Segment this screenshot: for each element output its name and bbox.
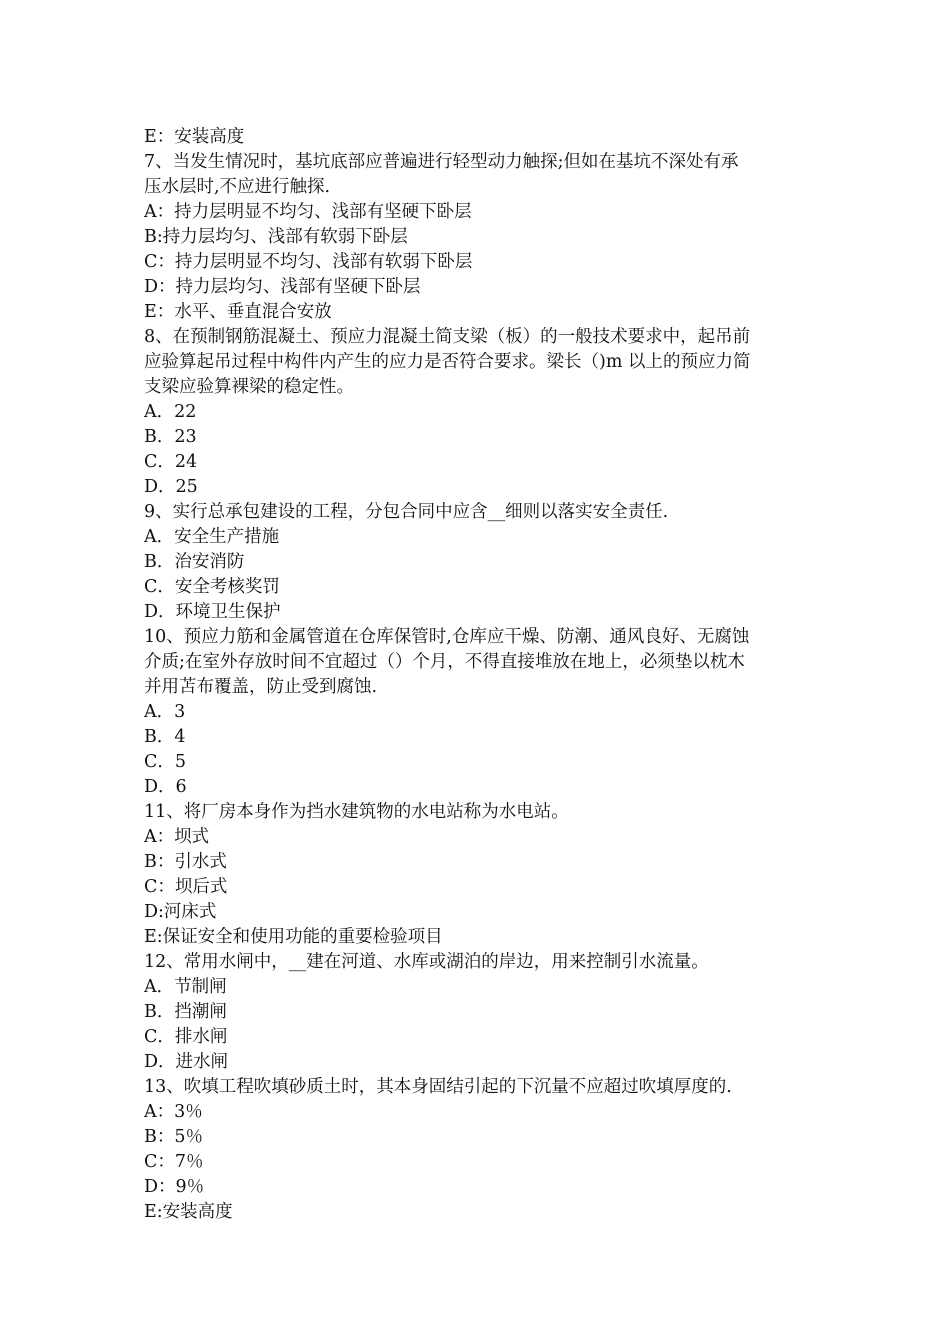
text-line: 10、预应力筋和金属管道在仓库保管时,仓库应干燥、防潮、通风良好、无腐蚀 [144, 627, 750, 647]
text-line: B．挡潮闸 [144, 1002, 227, 1022]
text-line: 介质;在室外存放时间不宜超过（）个月，不得直接堆放在地上，必须垫以枕木 [144, 652, 745, 672]
text-line: D:河床式 [144, 902, 217, 922]
text-line: A．22 [144, 402, 197, 422]
text-line: B．4 [144, 727, 186, 747]
text-line: B：5％ [144, 1127, 203, 1147]
text-line: 应验算起吊过程中构件内产生的应力是否符合要求。梁长（)m 以上的预应力简 [144, 352, 751, 372]
text-line: B:持力层均匀、浅部有软弱下卧层 [144, 227, 408, 247]
text-line: E：水平、垂直混合安放 [144, 302, 332, 322]
text-line: 11、将厂房本身作为挡水建筑物的水电站称为水电站。 [144, 802, 569, 822]
text-line: A．安全生产措施 [144, 527, 280, 547]
text-line: A：坝式 [144, 827, 210, 847]
text-line: D：9％ [144, 1177, 205, 1197]
text-line: 并用苫布覆盖，防止受到腐蚀. [144, 677, 378, 697]
text-line: E：安装高度 [144, 127, 245, 147]
text-line: D．6 [144, 777, 187, 797]
text-line: C．排水闸 [144, 1027, 228, 1047]
text-line: D．环境卫生保护 [144, 602, 281, 622]
text-line: D．进水闸 [144, 1052, 229, 1072]
text-line: 支梁应验算裸梁的稳定性。 [144, 377, 354, 397]
text-line: A．节制闸 [144, 977, 227, 997]
text-line: 压水层时,不应进行触探. [144, 177, 331, 197]
text-line: C：7％ [144, 1152, 204, 1172]
text-line: 12、常用水闸中，__建在河道、水库或湖泊的岸边，用来控制引水流量。 [144, 952, 709, 972]
document-body [144, 125, 808, 1225]
text-line: D：持力层均匀、浅部有坚硬下卧层 [144, 277, 421, 297]
text-line: A：持力层明显不均匀、浅部有坚硬下卧层 [144, 202, 472, 222]
text-line: B．治安消防 [144, 552, 245, 572]
text-line: E:安装高度 [144, 1202, 233, 1222]
text-line: C：持力层明显不均匀、浅部有软弱下卧层 [144, 252, 473, 272]
text-line: A：3％ [144, 1102, 203, 1122]
text-line: B：引水式 [144, 852, 227, 872]
text-line: 13、吹填工程吹填砂质土时，其本身固结引起的下沉量不应超过吹填厚度的. [144, 1077, 732, 1097]
text-line: C．5 [144, 752, 187, 772]
text-line: 8、在预制钢筋混凝土、预应力混凝土简支梁（板）的一般技术要求中，起吊前 [144, 327, 751, 347]
text-line: 7、当发生情况时，基坑底部应普遍进行轻型动力触探;但如在基坑不深处有承 [144, 152, 739, 172]
text-line: C．24 [144, 452, 198, 472]
text-line: E:保证安全和使用功能的重要检验项目 [144, 927, 443, 947]
text-line: B．23 [144, 427, 197, 447]
text-line: C：坝后式 [144, 877, 228, 897]
text-line: A．3 [144, 702, 186, 722]
text-line: C．安全考核奖罚 [144, 577, 280, 597]
text-line: D．25 [144, 477, 198, 497]
text-line: 9、实行总承包建设的工程，分包合同中应含__细则以落实安全责任. [144, 502, 669, 522]
